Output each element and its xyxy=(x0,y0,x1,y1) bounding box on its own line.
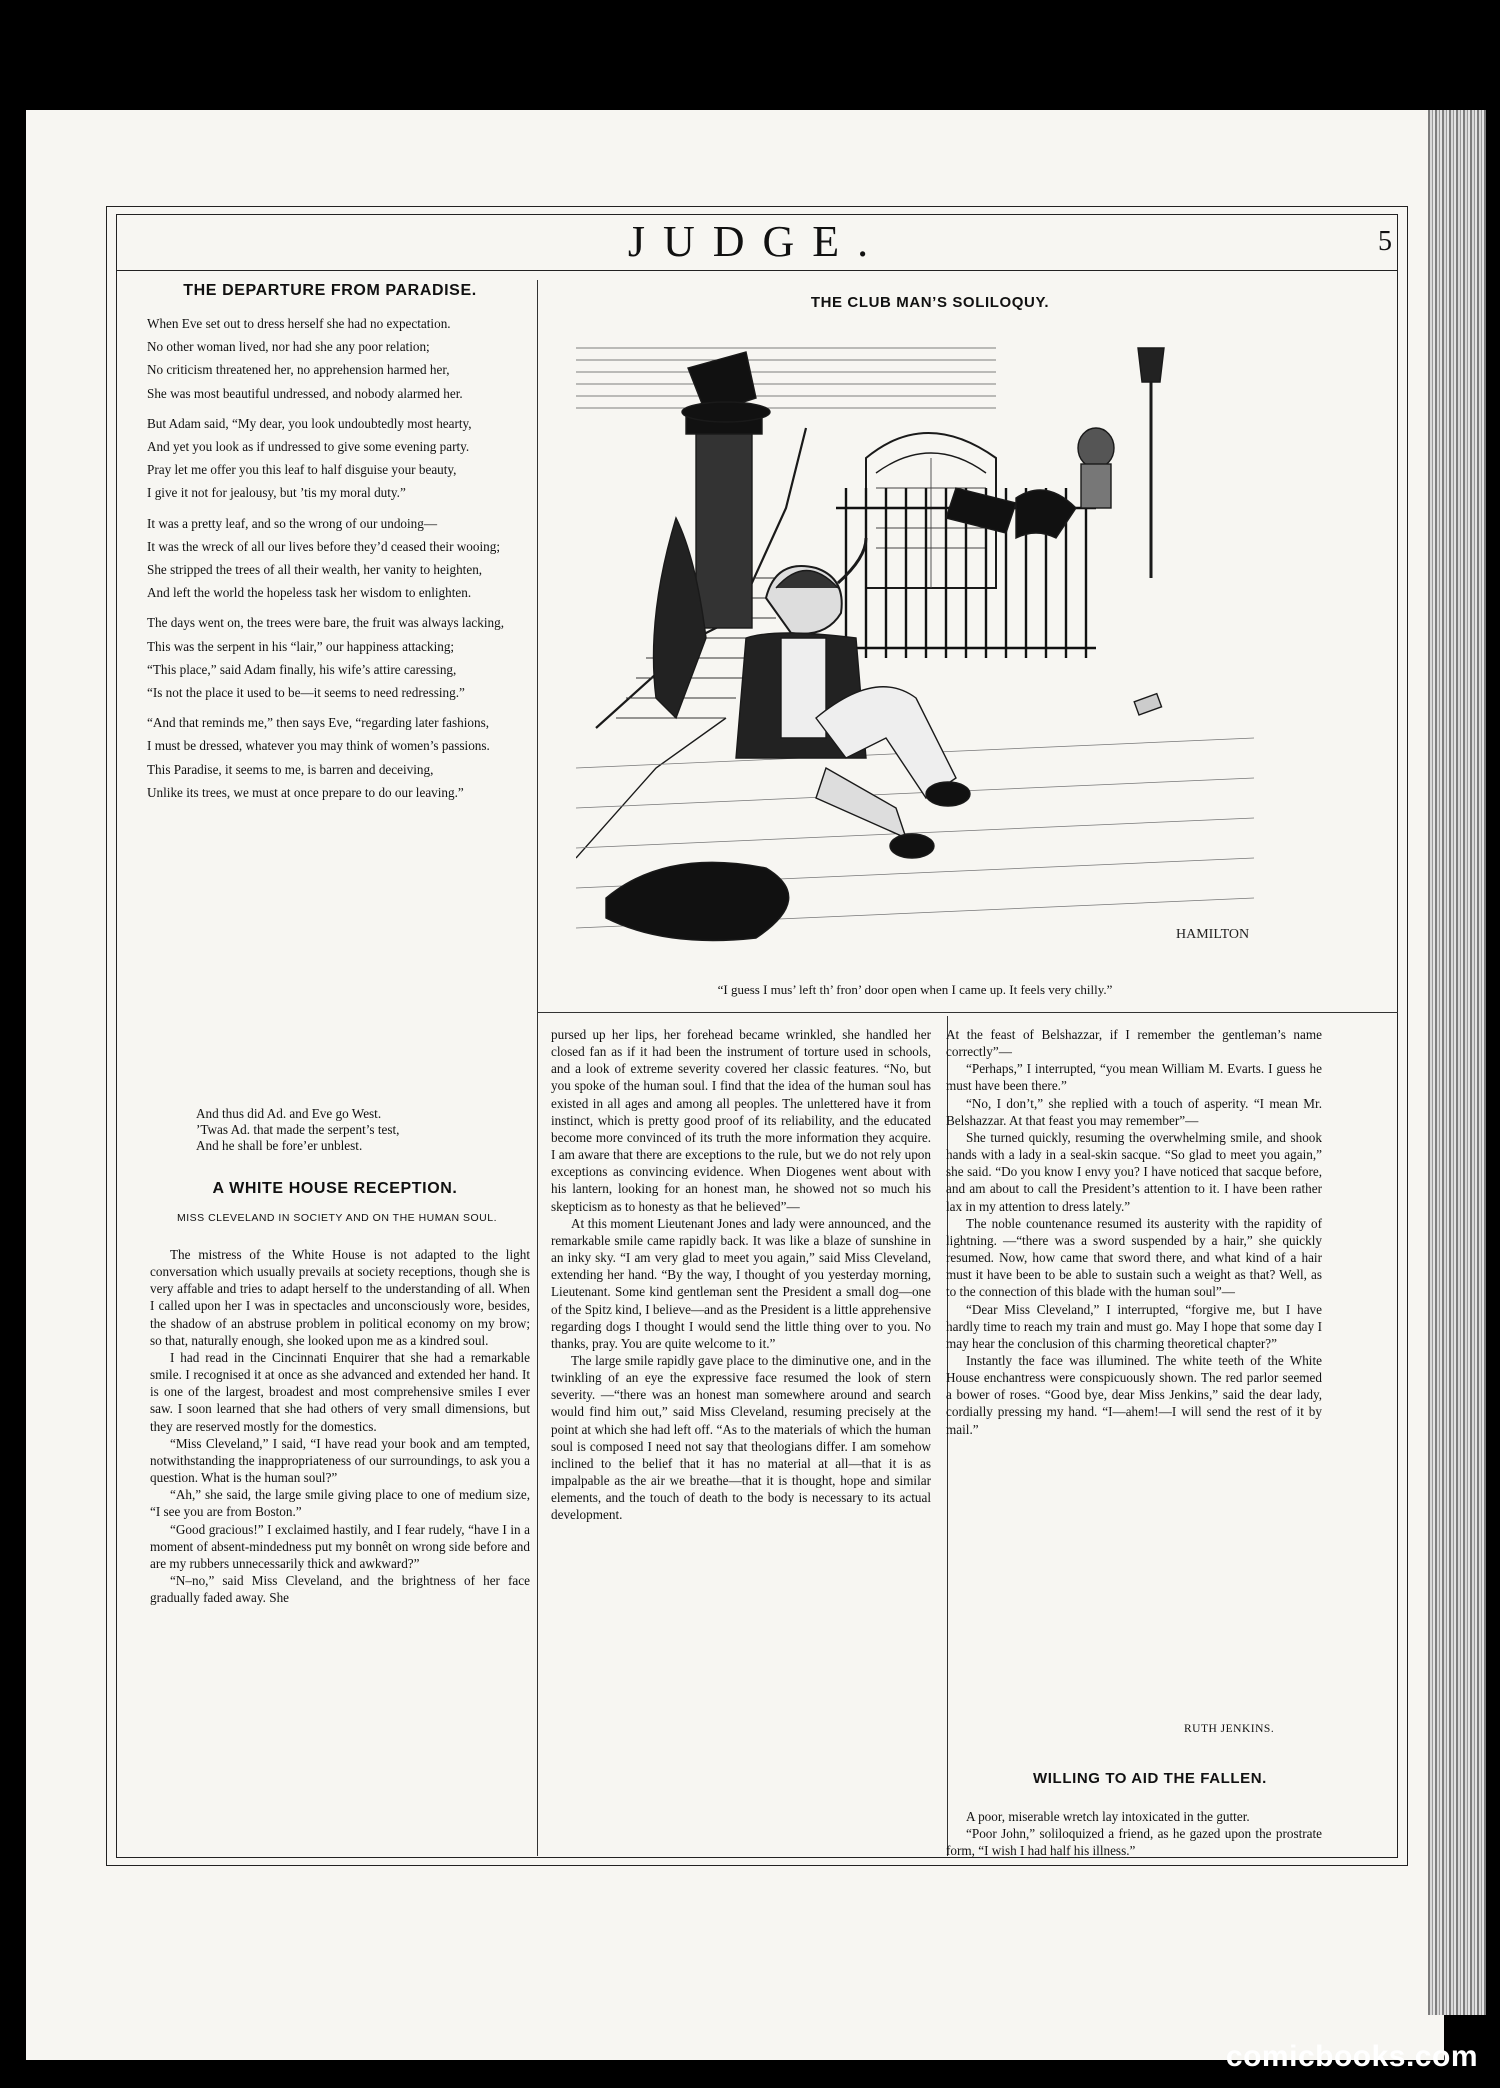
paragraph: I had read in the Cincinnati Enquirer that she had a remarkable smile. I recognised it at once as she advanced and extended her hand. It is one of the largest, broadest and most comprehensive smiles I ever saw. I soon learned that she had others of very small dimensions, but they are reserved mostly for the domestics. xyxy=(150,1349,530,1434)
poem-line: This was the serpent in his “lair,” our happiness attacking; xyxy=(147,638,455,654)
paragraph: The noble countenance resumed its austerity with the rapidity of lightning. —“there was a sword suspended by a hair,” she quickly resumed. Now, how came that sword there, and what kind of a hair must it have been to be able to sustain such a weight as that? Well, as to the connection of this blade with the human soul”— xyxy=(946,1215,1322,1300)
reception-column-1 xyxy=(150,1246,530,1606)
poem-line: The days went on, the trees were bare, the fruit was always lacking, xyxy=(147,615,505,631)
coda-line-1: And thus did Ad. and Eve go West. xyxy=(196,1106,382,1121)
poem-line: I must be dressed, whatever you may think of women’s passions. xyxy=(147,738,490,754)
fallen-body xyxy=(946,1808,1322,1859)
illustration-rule xyxy=(538,1012,1398,1013)
paragraph: She turned quickly, resuming the overwhelming smile, and shook hands with a lady in a seal-skin sacque. “So glad to meet you again,” she said. “Do you know I envy you? I have noticed that sacque before, and am about to call the President’s attention to it. I have been rather lax in my attention to dress lately.” xyxy=(946,1129,1322,1214)
poem-line: Pray let me offer you this leaf to half disguise your beauty, xyxy=(147,462,457,478)
poem-line: This Paradise, it seems to me, is barren and deceiving, xyxy=(147,761,434,777)
poem-line: It was the wreck of all our lives before they’d ceased their wooing; xyxy=(147,538,501,554)
paragraph: Instantly the face was illumined. The white teeth of the White House enchantress were conspicuously shown. The red parlor seemed a bower of roses. “Good bye, dear Miss Jenkins,” said the dear lady, cordially pressing my hand. “I—ahem!—I will send the rest of it by mail.” xyxy=(946,1352,1322,1437)
poem-line: “Is not the place it used to be—it seems to need redressing.” xyxy=(147,685,465,701)
paragraph: At this moment Lieutenant Jones and lady were announced, and the remarkable smile came rapidly back. It was like a blaze of sunshine in an inky sky. “I am very glad to meet you again,” said Miss Cleveland, extending her hand. “By the way, I thought of you yesterday morning, Lieutenant. Some kind gentleman sent the President a small dog—one of the Spitz kind, I believe—and as the President is a little apprehensive regarding dogs I thought I would send the little thing over to you. No thanks, pray. You are quite welcome to it.” xyxy=(551,1215,931,1351)
column-rule-left xyxy=(537,280,538,1856)
poem-line: No criticism threatened her, no apprehension harmed her, xyxy=(147,362,450,378)
paradise-title: THE DEPARTURE FROM PARADISE. xyxy=(183,282,477,299)
poem-line: “And that reminds me,” then says Eve, “regarding later fashions, xyxy=(147,715,490,731)
poem-line: She was most beautiful undressed, and nobody alarmed her. xyxy=(147,385,463,401)
paragraph: “Dear Miss Cleveland,” I interrupted, “forgive me, but I have hardly time to reach my train and must go. May I hope that some day I may hear the conclusion of this charming theoretical chapter?” xyxy=(946,1301,1322,1351)
artist-signature: HAMILTON xyxy=(1176,927,1250,942)
coda-line-2: ’Twas Ad. that made the serpent’s test, xyxy=(196,1122,400,1138)
page-number: 5 xyxy=(1378,226,1392,257)
paragraph: “No, I don’t,” she replied with a touch of asperity. “I mean Mr. Belshazzar. At that feast you may remember”— xyxy=(946,1095,1322,1128)
poem-stanza xyxy=(147,516,529,602)
paradise-poem xyxy=(147,316,529,815)
paragraph: The large smile rapidly gave place to the diminutive one, and in the twinkling of an eye the expressive face resumed the look of stern severity. —“there was an honest man somewhere around and search would find him out,” said Miss Cleveland, resuming precisely at the point at which she had left off. “As to the materials of which the human soul is composed I need not say that theologians differ. I am somehow inclined to the belief that it has no material at all—that it is as impalpable as the air we breathe—that it is thought, hope and similar elements, and the touch of death to the body is necessary to its actual development. xyxy=(551,1352,931,1523)
masthead-title: JUDGE. xyxy=(627,217,887,266)
poem-line: No other woman lived, nor had she any poor relation; xyxy=(147,339,430,355)
fallen-title: WILLING TO AID THE FALLEN. xyxy=(1033,1770,1267,1787)
poem-stanza xyxy=(147,615,529,701)
paradise-coda xyxy=(196,1106,516,1155)
paragraph: “Poor John,” soliloquized a friend, as he gazed upon the prostrate form, “I wish I had half his illness.” xyxy=(946,1826,1322,1859)
poem-stanza xyxy=(147,316,529,402)
clubman-title: THE CLUB MAN’S SOLILOQUY. xyxy=(810,294,1050,311)
clubman-caption: “I guess I mus’ left th’ fron’ door open when I came up. It feels very chilly.” xyxy=(717,982,1113,997)
paragraph: A poor, miserable wretch lay intoxicated in the gutter. xyxy=(966,1809,1250,1824)
poem-line: She stripped the trees of all their wealth, her vanity to heighten, xyxy=(147,562,483,578)
paragraph: “N–no,” said Miss Cleveland, and the brightness of her face gradually faded away. She xyxy=(150,1572,530,1606)
paragraph: “Perhaps,” I interrupted, “you mean William M. Evarts. I guess he must have been there.” xyxy=(946,1061,1322,1094)
reception-subtitle: MISS CLEVELAND IN SOCIETY AND ON THE HUMAN SOUL. xyxy=(176,1212,497,1224)
poem-line: Unlike its trees, we must at once prepare to do our leaving.” xyxy=(147,784,464,800)
poem-line: And yet you look as if undressed to give some evening party. xyxy=(147,439,470,455)
reception-column-2 xyxy=(551,1026,931,1524)
paragraph: At the feast of Belshazzar, if I remember the gentleman’s name correctly”— xyxy=(946,1027,1322,1060)
poem-line: It was a pretty leaf, and so the wrong of our undoing— xyxy=(147,515,438,531)
masthead-rule xyxy=(116,270,1398,271)
reception-signature: RUTH JENKINS. xyxy=(1184,1723,1275,1735)
poem-line: But Adam said, “My dear, you look undoubtedly most hearty, xyxy=(147,415,472,431)
paragraph: “Good gracious!” I exclaimed hastily, and I fear rudely, “have I in a moment of absent-mindedness put my bonnêt on wrong side before and are my rubbers unnecessarily thick and awkward?” xyxy=(150,1521,530,1571)
poem-stanza xyxy=(147,416,529,502)
club-man-illustration xyxy=(576,338,1254,966)
paragraph: pursed up her lips, her forehead became wrinkled, she handled her closed fan as if it had been the instrument of torture used in schools, and a look of extreme severity covered her classic features. “No, but you spoke of the human soul. I find that the idea of the human soul has existed in all ages and among all peoples. The unlettered have it from instinct, which is pretty good proof of its reliability, and the educated become more convinced of its truth the more information they acquire. I am aware that there are exceptions to the rule, but we do not rely upon exceptions as convincing evidence. When Diogenes went about with his lantern, looking for an honest man, he showed not so much his skepticism as to honesty as that he believed”— xyxy=(551,1027,931,1214)
reception-title: A WHITE HOUSE RECEPTION. xyxy=(212,1180,458,1197)
poem-line: When Eve set out to dress herself she had no expectation. xyxy=(147,316,451,331)
paragraph: The mistress of the White House is not adapted to the light conversation which usually prevails at society receptions, though she is very affable and tries to adapt herself to the understanding of all. When I called upon her I was in spectacles and unconsciously wore, besides, the shadow of an abstruse problem in political economy on my brow; so that, naturally enough, she looked upon me as a kindred soul. xyxy=(150,1247,530,1348)
paragraph: “Miss Cleveland,” I said, “I have read your book and am tempted, notwithstanding the inappropriateness of our surroundings, to ask you a question. What is the human soul?” xyxy=(150,1435,530,1486)
watermark: comicbooks.com xyxy=(1225,2040,1478,2073)
paragraph: “Ah,” she said, the large smile giving place to one of medium size, “I see you are from Boston.” xyxy=(150,1487,530,1520)
book-spine xyxy=(1428,110,1486,2015)
poem-line: “This place,” said Adam finally, his wife’s attire caressing, xyxy=(147,661,457,677)
reception-signature-line xyxy=(1184,1719,1334,1738)
poem-line: And left the world the hopeless task her wisdom to enlighten. xyxy=(147,585,472,601)
poem-stanza xyxy=(147,715,529,801)
poem-line: I give it not for jealousy, but ’tis my moral duty.” xyxy=(147,485,406,501)
reception-column-3 xyxy=(946,1026,1322,1438)
coda-line-3: And he shall be fore’er unblest. xyxy=(196,1138,363,1154)
